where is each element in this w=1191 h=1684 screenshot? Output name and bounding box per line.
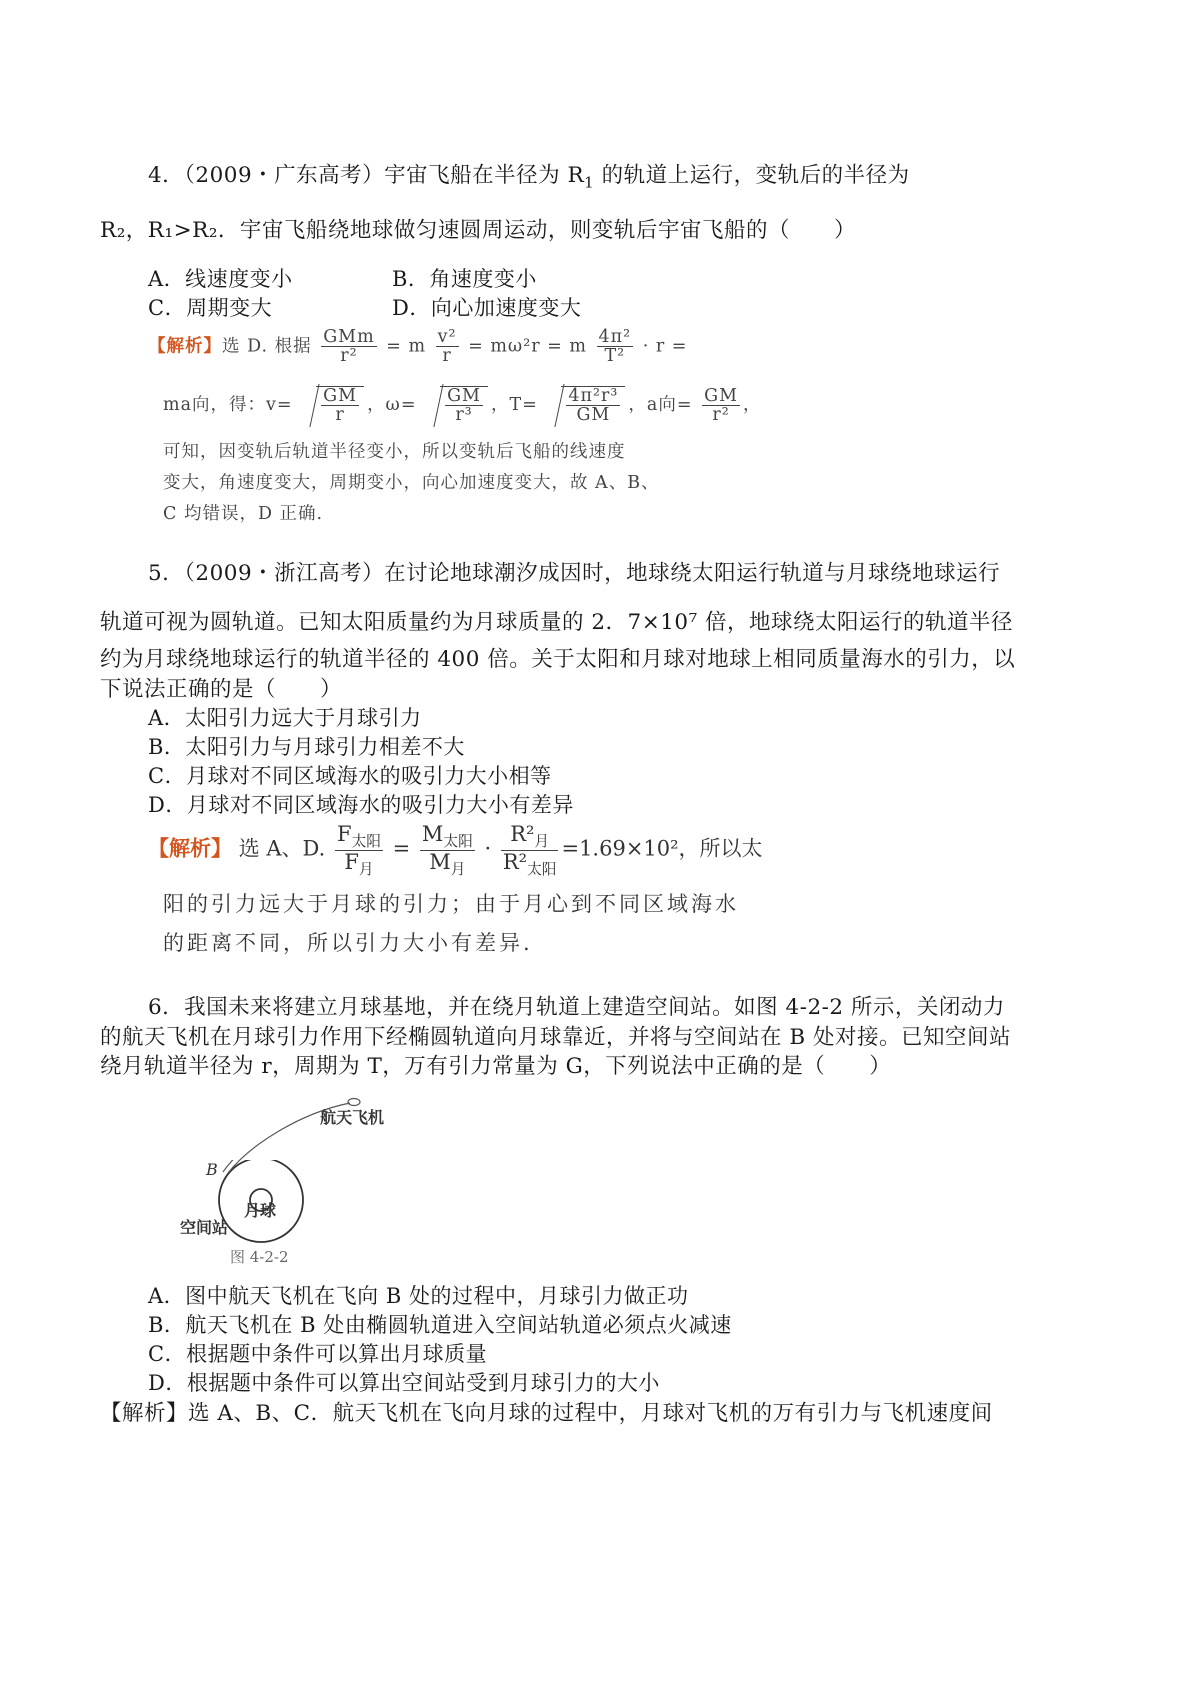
q4-line1: 4．（2009・广东高考）宇宙飞船在半径为 $R_1$ 的轨道上运行，变轨后的半径为 bbox=[148, 163, 910, 192]
q5-analysis-line1: 【解析】 选 A、D. $\frac{F_{太阳}}{F_月}$ = $\frac{M_{太阳}}{M_月}$ · $\frac{R^2_月}{R^2_{太阳}}$ =1.69×10²，所以太 bbox=[148, 822, 763, 878]
q5-analysis-line3: 的距离不同，所以引力大小有差异. bbox=[163, 931, 533, 955]
q4-analysis-line4: 变大，角速度变大，周期变小，向心加速度变大，故 A、B、 bbox=[163, 473, 660, 493]
formula-gm-r2: $\frac{GM}{\text{r²}}$ bbox=[704, 385, 738, 425]
q6-option-a: A．图中航天飞机在飞向 B 处的过程中，月球引力做正功 bbox=[148, 1284, 689, 1308]
formula-sqrt-gm-r3: $\frac{GM}{\text{r³}}$ bbox=[426, 386, 488, 425]
q6-line3: 绕月轨道半径为 r，周期为 T，万有引力常量为 G，下列说法中正确的是（ ） bbox=[100, 1054, 892, 1079]
q4-option-d: D．向心加速度变大 bbox=[392, 296, 582, 320]
q5-line1: 5．（2009・浙江高考）在讨论地球潮汐成因时，地球绕太阳运行轨道与月球绕地球运行 bbox=[148, 561, 1001, 586]
q6-option-b: B．航天飞机在 B 处由椭圆轨道进入空间站轨道必须点火减速 bbox=[148, 1313, 732, 1337]
formula-4pi2-t2: $\frac{\text{4π²}}{\text{T²}}$ bbox=[598, 327, 632, 367]
q4-line2: R₂，R₁>R₂．宇宙飞船绕地球做匀速圆周运动，则变轨后宇宙飞船的（ ） bbox=[100, 218, 856, 243]
formula-f-ratio: $\frac{F_{太阳}}{F_月}$ bbox=[336, 822, 381, 878]
label-moon: 月球 bbox=[244, 1201, 277, 1220]
q4-analysis-line1: 【解析】选 D. 根据 $\frac{\text{GMm}}{\text{r²}}$ = m $\frac{\text{v²}}{r}$ = mω²r = m $\frac{\text{4π²}}{\text{T²}}$ · r = bbox=[148, 327, 688, 367]
formula-m-ratio: $\frac{M_{太阳}}{M_月}$ bbox=[421, 822, 473, 878]
q5-option-d: D．月球对不同区域海水的吸引力大小有差异 bbox=[148, 793, 574, 817]
label-shuttle: 航天飞机 bbox=[320, 1108, 385, 1127]
formula-sqrt-gm-r: $\frac{GM}{r}$ bbox=[302, 386, 364, 425]
q6-option-d: D．根据题中条件可以算出空间站受到月球引力的大小 bbox=[148, 1371, 660, 1395]
formula-r-ratio: $\frac{R^2_月}{R^2_{太阳}}$ bbox=[502, 822, 557, 878]
analysis-tag: 【解析】 bbox=[148, 336, 222, 357]
q5-line4: 下说法正确的是（ ） bbox=[100, 677, 343, 702]
q6-analysis: 【解析】选 A、B、C．航天飞机在飞向月球的过程中，月球对飞机的万有引力与飞机速度间 bbox=[100, 1401, 993, 1426]
q5-line3: 约为月球绕地球运行的轨道半径的 400 倍。关于太阳和月球对地球上相同质量海水的引力，以 bbox=[100, 647, 1016, 672]
label-station: 空间站 bbox=[180, 1218, 229, 1237]
q5-option-b: B．太阳引力与月球引力相差不大 bbox=[148, 735, 465, 759]
analysis-tag: 【解析】 bbox=[148, 835, 232, 861]
q4-analysis-line2: ma向，得：v= $\frac{GM}{r}$ ，ω= $\frac{GM}{\text{r³}}$ ，T= $\frac{\text{4π²r³}}{GM}$ ，a向= $\frac{GM}{\text{r²}}$ ， bbox=[163, 385, 762, 426]
q4-option-a: A．线速度变小 bbox=[148, 267, 293, 291]
q5-line2: 轨道可视为圆轨道。已知太阳质量约为月球质量的 2．7×10⁷ 倍，地球绕太阳运行的轨道半径 bbox=[100, 610, 1014, 635]
q6-line2: 的航天飞机在月球引力作用下经椭圆轨道向月球靠近，并将与空间站在 B 处对接。已知空间站 bbox=[100, 1025, 1011, 1050]
q4-analysis-line3: 可知，因变轨后轨道半径变小，所以变轨后飞船的线速度 bbox=[163, 442, 626, 462]
q6-line1: 6．我国未来将建立月球基地，并在绕月轨道上建造空间站。如图 4-2-2 所示，关闭动力 bbox=[148, 995, 1005, 1020]
label-point-b: B bbox=[206, 1160, 218, 1179]
formula-v2-r: $\frac{\text{v²}}{r}$ bbox=[437, 327, 457, 367]
q5-option-a: A．太阳引力远大于月球引力 bbox=[148, 706, 422, 730]
q5-analysis-line2: 阳的引力远大于月球的引力；由于月心到不同区域海水 bbox=[163, 892, 739, 916]
q4-analysis-line5: C 均错误，D 正确. bbox=[163, 504, 324, 524]
q4-option-b: B．角速度变小 bbox=[392, 267, 537, 291]
figure-caption: 图 4-2-2 bbox=[230, 1248, 289, 1266]
q4-option-c: C．周期变大 bbox=[148, 296, 273, 320]
formula-sqrt-4pi2r3-gm: $\frac{\text{4π²r³}}{GM}$ bbox=[547, 386, 625, 425]
q5-option-c: C．月球对不同区域海水的吸引力大小相等 bbox=[148, 764, 552, 788]
q6-option-c: C．根据题中条件可以算出月球质量 bbox=[148, 1342, 488, 1366]
formula-gmm-r2: $\frac{\text{GMm}}{\text{r²}}$ bbox=[323, 327, 375, 367]
